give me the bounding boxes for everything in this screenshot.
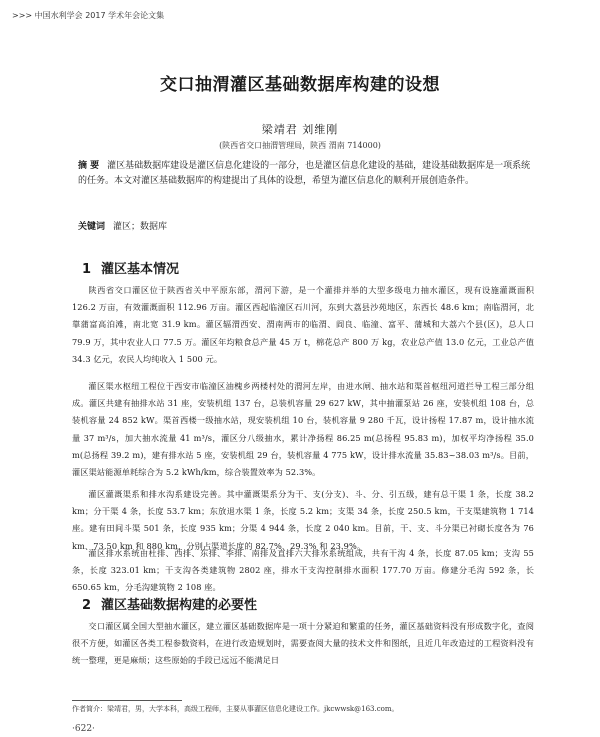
running-header: >>> 中国水利学会 2017 学术年会论文集 <box>12 11 165 20</box>
section-heading-2 <box>82 594 257 613</box>
keywords-text: 灌区；数据库 <box>113 222 168 232</box>
keywords <box>78 220 538 235</box>
section-title: 灌区基础数据构建的必要性 <box>101 598 258 613</box>
paragraph: 灌区灌溉渠系和排水沟系建设完善。其中灌溉渠系分为干、支(分支)、斗、分、引五级，建有总干渠 1 条，长度 38.2 km；分干渠 4 条，长度 53.7 km；东放退水渠 1 条，长度 5.2 km；支渠 34 条，长度 250.5 km，干支渠建筑物 1 714 座。建有田间斗渠 501 条，长度 935 km；分渠 4 944 条，长度 2 040 km。目前，干、支、斗分渠已衬砌长度各为 76 km、73.50 km 和 880 km，分别占渠道长度的 82.7%、29.3% 和 23.9%。 <box>72 489 534 551</box>
paragraph: 灌区排水系统由杜排、西排、东排、李排、南排及直排六大排水系统组成，共有干沟 4 条，长度 87.05 km；支沟 55 条，长度 323.01 km；干支沟各类建筑物 2802 座，排水干支沟控制排水面积 177.70 万亩。修建分毛沟 592 条，长 650.65 km，分毛沟建筑物 2 108 座。 <box>72 548 534 593</box>
paper-title: 交口抽渭灌区基础数据库构建的设想 <box>160 75 440 95</box>
section-heading-1 <box>82 258 179 277</box>
abstract <box>78 159 538 189</box>
abstract-text: 灌区基础数据库建设是灌区信息化建设的一部分，也是灌区信息化建设的基础，建设基础数据库是一项系统的任务。本文对灌区基础数据库的构建提出了具体的设想，希望为灌区信息化的顺利开展创造条件。 <box>78 161 531 186</box>
abstract-label: 摘 要 <box>78 161 100 171</box>
paragraph: 灌区渠水枢纽工程位于西安市临潼区油槐乡两楼村处的渭河左岸，由进水闸、抽水站和渠首枢纽河道拦导工程三部分组成。灌区共建有抽排水站 31 座，安装机组 137 台，总装机容量 29 627 kW，其中抽灌泵站 26 座，安装机组 108 台，总装机容量 24 852 kW。渠首西楼一级抽水站，现安装机组 10 台，装机容量 9 280 千瓦，设计扬程 17.87 m，设计抽水流量 37 m³/s，加大抽水流量 41 m³/s，灌区分八级抽水，累计净扬程 86.25 m(总扬程 95.83 m)，加权平均净扬程 35.0 m(总扬程 39.2 m)，建有排水站 5 座，安装机组 29 台，装机容量 4 775 kW，设计排水流量 35.83~38.03 m³/s。目前，灌区渠站能源单耗综合为 5.2 kWh/km，综合装置效率为 52.3%。 <box>72 381 534 478</box>
section-title: 灌区基本情况 <box>101 262 180 277</box>
footnote: 作者简介：梁靖君，男，大学本科，高级工程师，主要从事灌区信息化建设工作。jkcwwsk@163.com。 <box>72 705 399 713</box>
section-number: 2 <box>82 598 92 613</box>
paragraph: 陕西省交口灌区位于陕西省关中平原东部，渭河下游，是一个灌排并举的大型多级电力抽水灌区，现有设施灌溉面积 126.2 万亩，有效灌溉面积 112.96 万亩。灌区西起临潼区石川河，东到大荔县沙苑地区，东西长 48.6 km；南临渭河，北靠蒲富高泊滩，南北宽 31.9 km。灌区辐渭西安、渭南两市的临渭、阎良、临潼、富平、蒲城和大荔六个县(区)，总人口 79.9 万，其中农业人口 77.5 万。灌区年均粮食总产量 45 万 t，棉花总产 800 万 kg，农业总产值 13.0 亿元，工业总产值 34.3 亿元，农民人均纯收入 1 500 元。 <box>72 285 534 364</box>
keywords-label: 关键词 <box>78 222 106 232</box>
authors: 梁靖君 刘维刚 <box>261 123 339 136</box>
section-number: 1 <box>82 262 92 277</box>
paragraph: 交口灌区属全国大型抽水灌区，建立灌区基础数据库是一项十分紧迫和繁重的任务，灌区基础资料没有形成数字化，查阅很不方便，如灌区各类工程参数资料，在进行改造规划时，需要查阅大量的技术文件和图纸，且近几年改造过的工程资料没有统一整理，更是麻烦；这些原始的手段已远远不能满足日 <box>72 621 534 666</box>
footnote-divider <box>72 700 182 701</box>
page-number: ·622· <box>72 724 95 734</box>
affiliation: (陕西省交口抽渭管理局，陕西 渭南 714000) <box>219 141 381 150</box>
